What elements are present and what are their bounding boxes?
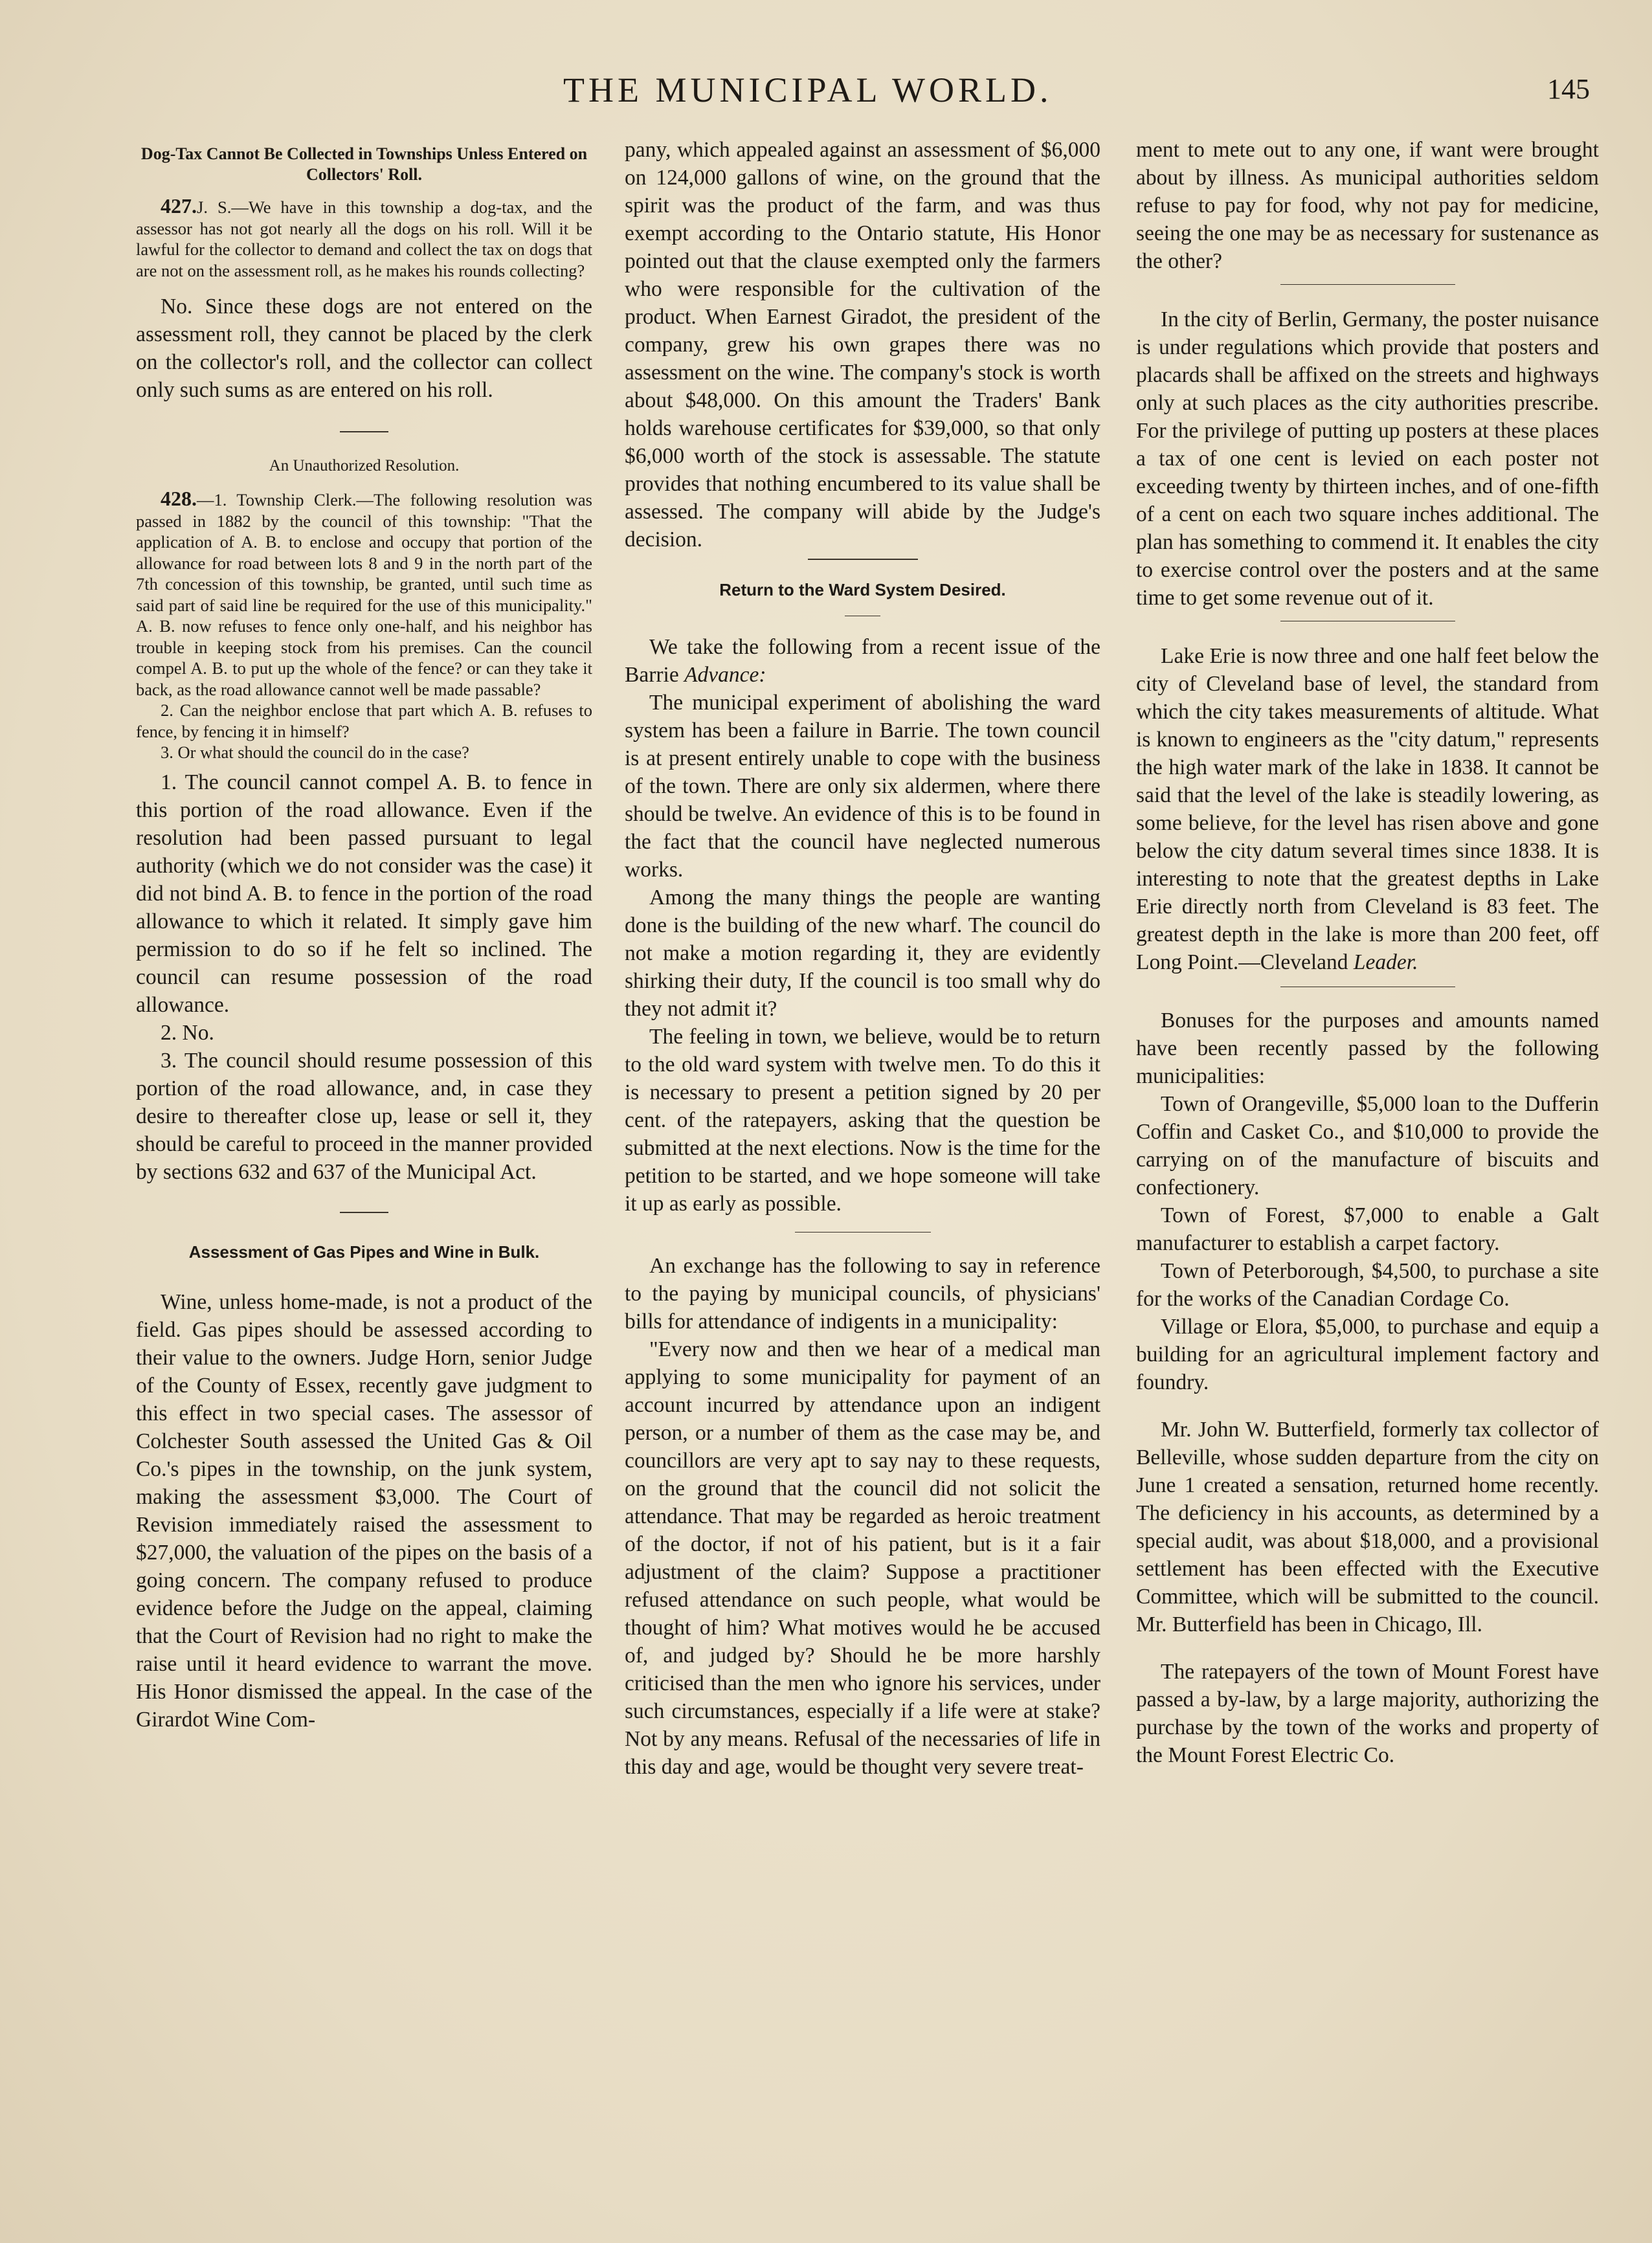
bonuses-intro: Bonuses for the purposes and amounts named have been recently passed by the following municipalities: — [1136, 1009, 1599, 1088]
butterfield-news: Mr. John W. Butterfield, formerly tax collector of Belleville, whose sudden departure from the city on June 1 created a sensation, returned home recently. The deficiency in his accounts, as determined by a special audit, was about $18,000, and a provisional settlement has been effected with the Executive Committee, which will be submitted to the council. Mr. Butterfield has been in Chicago, Ill. — [1136, 1418, 1599, 1636]
divider — [1280, 284, 1455, 285]
ward-intro — [625, 633, 1100, 689]
bonus-forest: Town of Forest, $7,000 to enable a Galt manufacturer to establish a carpet factory. — [1136, 1203, 1599, 1255]
heading-dog-tax: Dog-Tax Cannot Be Collected in Townships Unless Entered on Collectors' Roll. — [140, 144, 588, 184]
mount-forest-news: The ratepayers of the town of Mount Forest have passed a by-law, by a large majority, authorizing the purchase by the town of the works and property of the Mount Forest Electric Co. — [1136, 1660, 1599, 1767]
article-gas-pipes-text: Wine, unless home-made, is not a product of the field. Gas pipes should be assessed according to their value to the owners. Judge Horn, senior Judge of the County of Essex, recently gave judgment to this effect in two special cases. The assessor of Colchester South assessed the United Gas & Oil Co.'s pipes in the township, on the junk system, making the assessment $3,000. The Court of Revision immediately raised the assessment to $27,000, the valuation of the pipes on the basis of a going concern. The company refused to produce evidence before the Judge on the appeal, claiming that the Court of Revision had no right to make the raise until it heard evidence to warrant the move. His Honor dismissed the appeal. In the case of the Girardot Wine Com- — [136, 1289, 592, 1732]
divider — [340, 431, 388, 432]
question-428 — [136, 488, 592, 700]
column-2 — [625, 136, 1100, 2204]
masthead — [0, 70, 1652, 122]
article-gas-pipes-continued: pany, which appealed against an assessment of $6,000 on 124,000 gallons of wine, on the ground that the spirit was the product of the farm, and was thus exempt according to the Ontario statute, His Honor pointed out that the clause exempted only the farmers who were responsible for the cultivation of the product. When Earnest Giradot, the president of the company, grew his own grapes there was no assessment on the wine. The company's stock is worth about $48,000. On this amount the Traders' Bank holds warehouse certificates for $39,000, so that only $6,000 worth of the stock is assessable. The statute provides that nothing encumbered to its value shall be assessed. The company will abide by the Judge's decision. — [625, 138, 1100, 552]
question-428-text: —1. Township Clerk.—The following resolution was passed in 1882 by the council of this township: "That the application of A. B. to enclose and occupy that portion of the allowance for road between lots 8 and 9 in the north part of the 7th concession of this township, be granted, until such time as said part of said line be required for the use of this municipality." A. B. now refuses to fence only one-half, and his neighbor has trouble in keeping stock from his premises. Can the council compel A. B. to put up the whole of the fence? or can they take it back, as the road allowance cannot well be made passable? — [136, 490, 592, 699]
page-number: 145 — [1547, 73, 1590, 105]
answer-428-part-2: 2. No. — [161, 1020, 214, 1045]
ward-paragraph-1: The municipal experiment of abolishing the ward system has been a failure in Barrie. The town council is at present entirely unable to cope with the business of the town. There are only six aldermen, where there should be twelve. An evidence of this is to be found in the fact that the council have neglected numerous works. — [625, 691, 1100, 882]
question-number-427: 427. — [161, 194, 197, 218]
column-3 — [1136, 136, 1599, 2204]
answer-428-part-1: 1. The council cannot compel A. B. to fence in this portion of the road allowance. Even if the resolution had been passed pursuant to legal authority (which we do not consider was the case) it did not bind A. B. to fence in the portion of the road allowance to which it related. It simply gave him permission to do so if he felt so inclined. The council can resume possession of the road allowance. — [136, 770, 592, 1017]
ward-intro-text: We take the following from a recent issue of the Barrie — [625, 635, 1100, 687]
physicians-quote: "Every now and then we hear of a medical man applying to some municipality for payment of an account incurred by attendance upon an indigent person, or a number of them as the case may be, and councillors are very apt to say nay to these requests, on the ground that the council did not solicit the attendance. That may be regarded as heroic treatment of the doctor, if not of his patient, but is it a fair adjustment of the claim? Suppose a practitioner refused attendance on such people, what would be thought of him? What motives would he be accused of, and judged by? Should he be more harshly criticised than the men who ignore his services, under such circumstances, especially if a life were at stake? Not by any means. Refusal of the necessaries of life in this day and age, would be thought very severe treat- — [625, 1337, 1100, 1779]
heading-ward-system: Return to the Ward System Desired. — [719, 580, 1006, 599]
journal-title: THE MUNICIPAL WORLD. — [563, 71, 1053, 109]
bonus-orangeville: Town of Orangeville, $5,000 loan to the Dufferin Coffin and Casket Co., and $10,000 to provide the carrying on of the manufacture of biscuits and confectionery. — [1136, 1092, 1599, 1200]
question-428-part-3: 3. Or what should the council do in the case? — [161, 742, 469, 762]
heading-unauthorized-resolution: An Unauthorized Resolution. — [269, 457, 460, 474]
divider — [795, 1232, 931, 1233]
question-number-428: 428. — [161, 487, 197, 510]
ward-paragraph-3: The feeling in town, we believe, would be to return to the old ward system with twelve men. To do this it is necessary to present a petition signed by 20 per cent. of the ratepayers, asking that the question be submitted at the next elections. Now is the time for the petition to be started, and we hope someone will take it up as early as possible. — [625, 1025, 1100, 1216]
berlin-posters: In the city of Berlin, Germany, the poster nuisance is under regulations which provide that posters and placards shall be affixed on the streets and highways only at such places as the city authorities prescribe. For the privilege of putting up posters at these places a tax of one cent is levied on each poster not exceeding twenty by thirteen inches, and of one-fifth of a cent on each two square inches additional. The plan has something to commend it. It enables the city to exercise control over the posters and at the same time to get some revenue out of it. — [1136, 307, 1599, 610]
heading-gas-pipes-wine: Assessment of Gas Pipes and Wine in Bulk. — [188, 1242, 540, 1262]
bonus-peterborough: Town of Peterborough, $4,500, to purchase a site for the works of the Canadian Cordage Co. — [1136, 1259, 1599, 1311]
answer-428-part-3: 3. The council should resume possession of this portion of the road allowance, and, in case they desire to thereafter close up, lease or sell it, they should be careful to proceed in the manner provided by sections 632 and 637 of the Municipal Act. — [136, 1048, 592, 1184]
question-428-part-2: 2. Can the neighbor enclose that part which A. B. refuses to fence, by fencing it in himself? — [136, 700, 592, 741]
question-427-text: J. S.—We have in this township a dog-tax, and the assessor has not got nearly all the dogs on his roll. Will it be lawful for the collector to demand and collect the tax on dogs that are not on the assessment roll, as he makes his rounds collecting? — [136, 197, 592, 280]
physicians-intro: An exchange has the following to say in reference to the paying by municipal councils, of physicians' bills for attendance of indigents in a municipality: — [625, 1254, 1100, 1334]
divider — [340, 1212, 388, 1213]
physicians-quote-continued: ment to mete out to any one, if want were brought about by illness. As municipal authorities seldom refuse to pay for food, why not pay for medicine, seeing the one may be as necessary for sustenance as the other? — [1136, 138, 1599, 273]
ward-paragraph-2: Among the many things the people are wanting done is the building of the new wharf. The council do not make a motion regarding it, they are evidently shirking their duty, If the council is too small why do they not admit it? — [625, 886, 1100, 1021]
lake-erie — [1136, 642, 1599, 976]
newspaper-name: Leader. — [1353, 950, 1418, 974]
answer-427: No. Since these dogs are not entered on the assessment roll, they cannot be placed by the clerk on the collector's roll, and the collector can collect only such sums as are entered on his roll. — [136, 295, 592, 402]
question-427 — [136, 195, 592, 281]
column-1 — [136, 136, 592, 2204]
divider — [808, 559, 918, 560]
bonus-elora: Village or Elora, $5,000, to purchase and equip a building for an agricultural implement factory and foundry. — [1136, 1315, 1599, 1394]
newspaper-name: Advance: — [684, 663, 766, 687]
lake-erie-text: Lake Erie is now three and one half feet below the city of Cleveland base of level, the standard from which the city takes measurements of altitude. What is known to engineers as the "city datum," represents the high water mark of the lake in 1838. It cannot be said that the level of the lake is steadily lowering, as some believe, for the level has risen above and gone below the city datum several times since 1838. It is interesting to note that the greatest depths in Lake Erie directly north from Cleveland is 83 feet. The greatest depth in the lake is more than 200 feet, off Long Point.—Cleveland — [1136, 644, 1599, 974]
